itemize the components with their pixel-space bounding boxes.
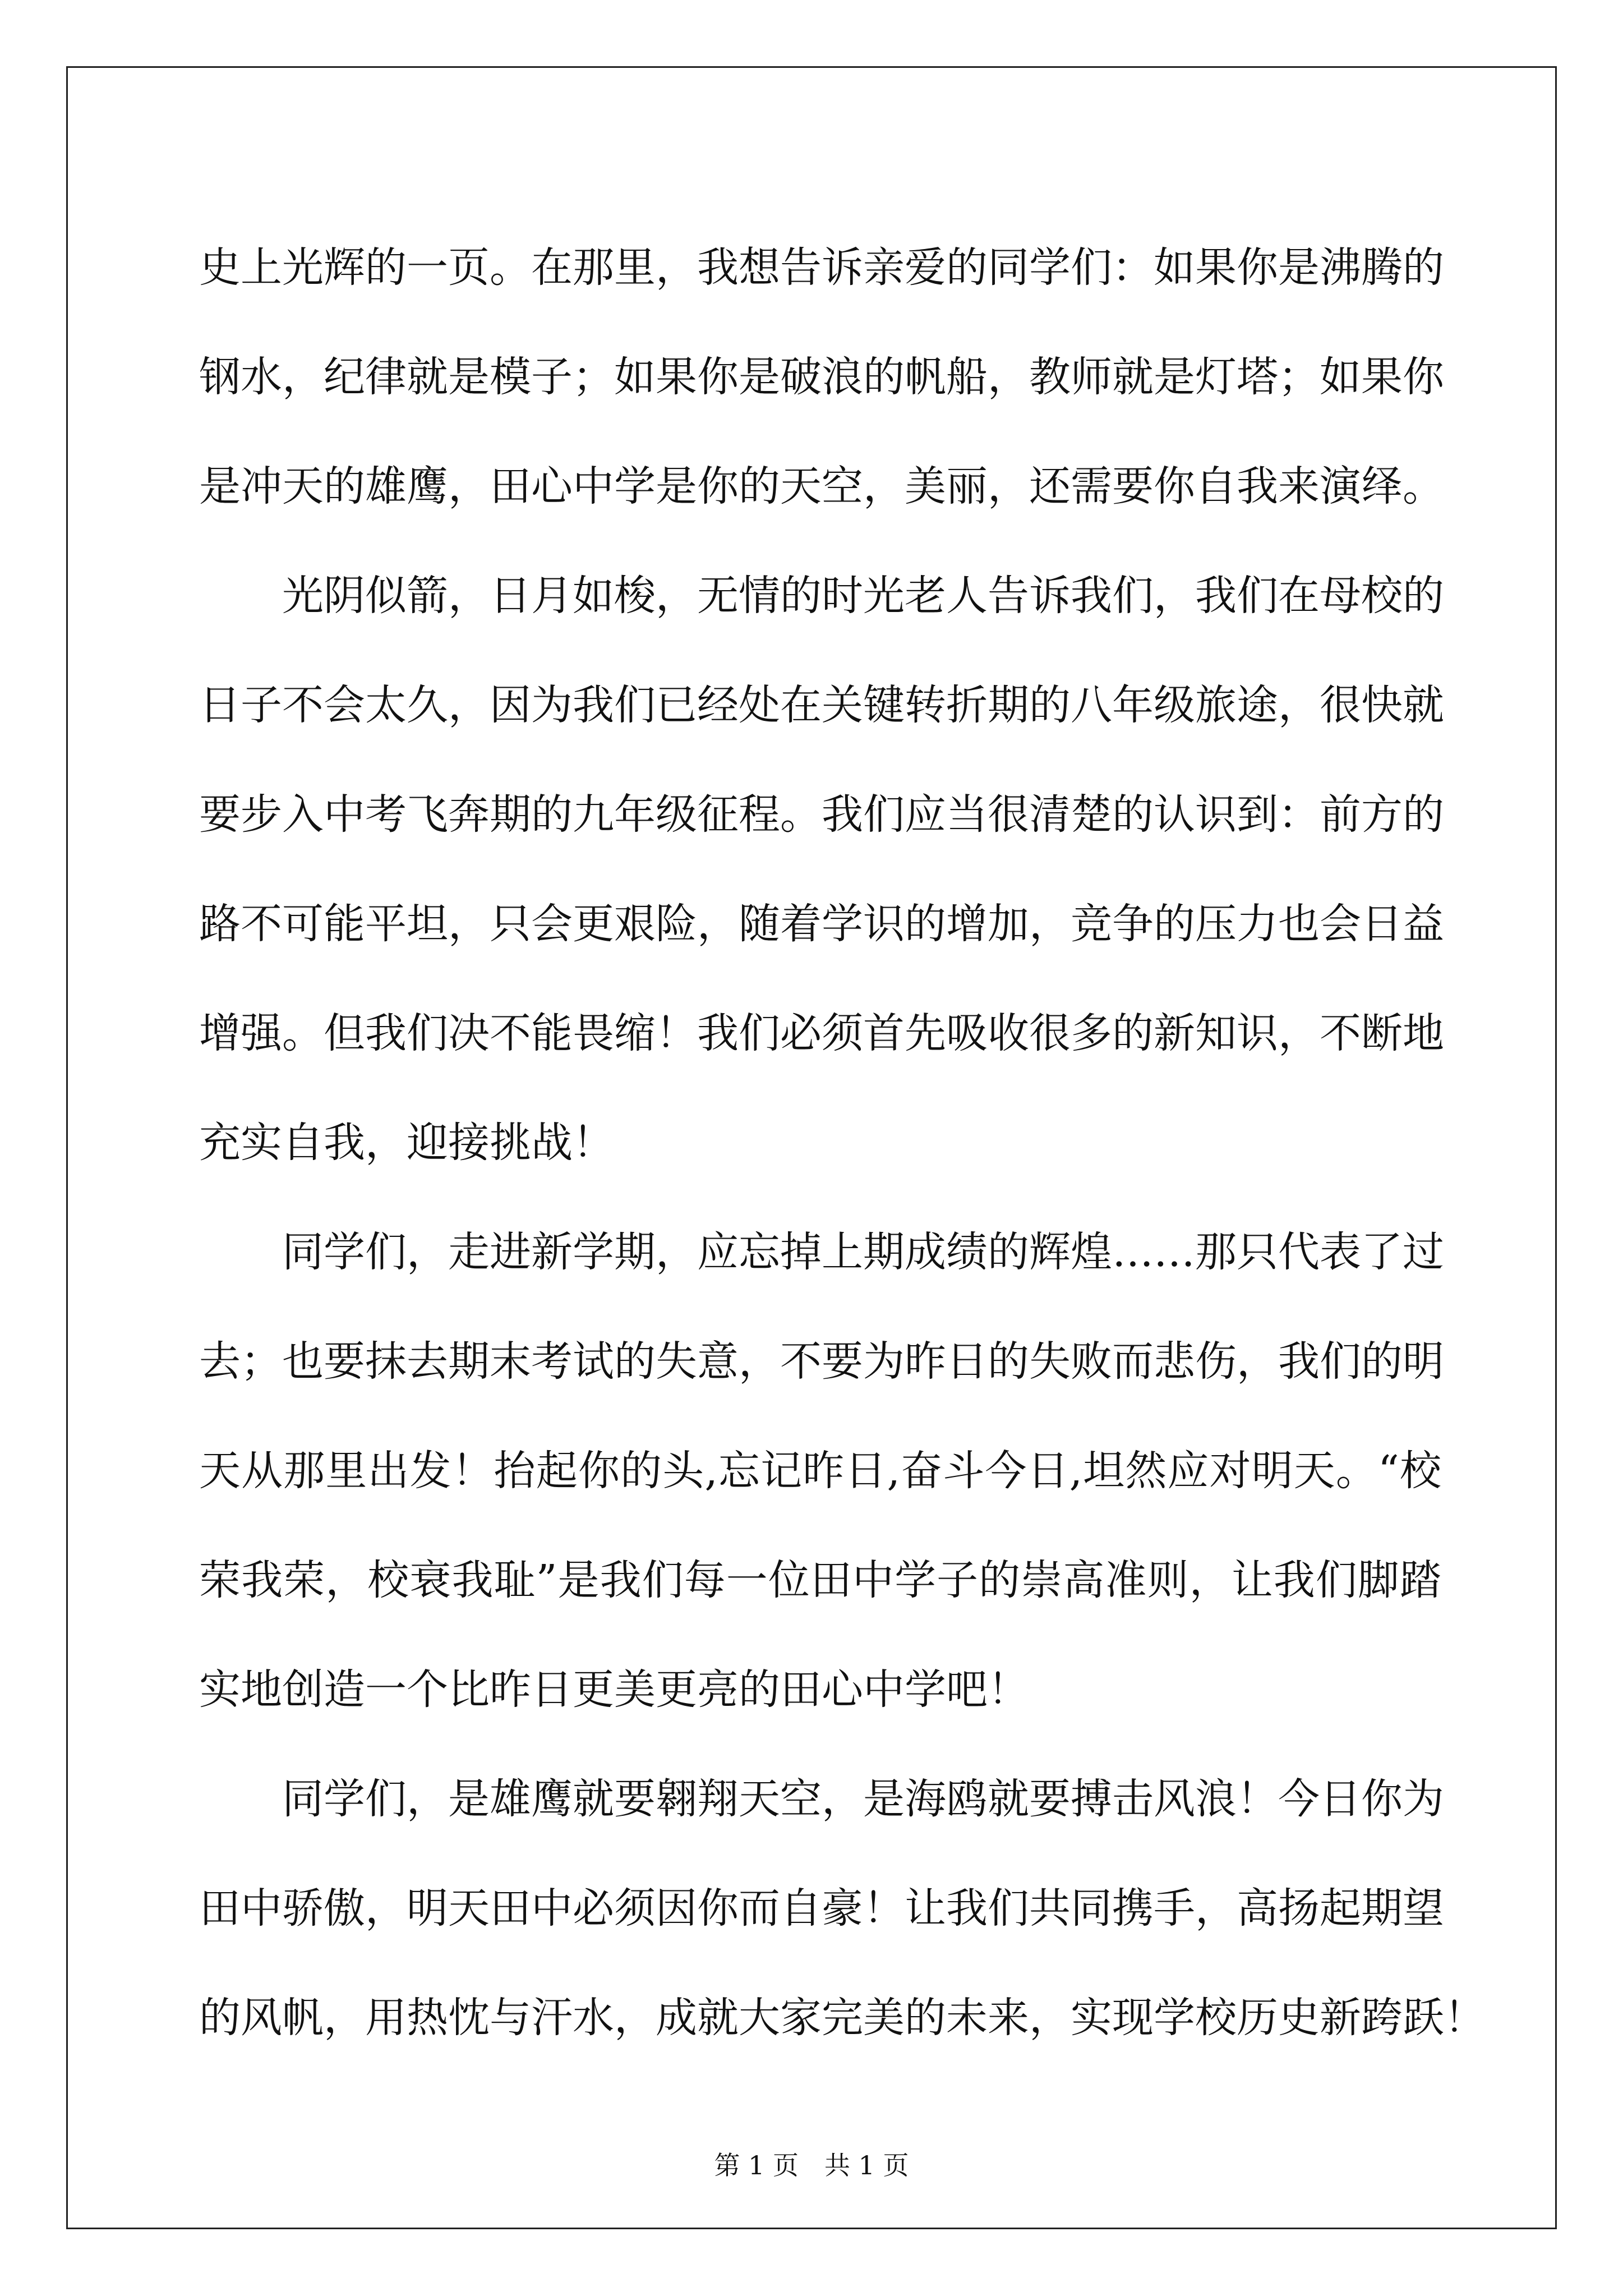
text-line: 增强。但我们决不能畏缩！我们必须首先吸收很多的新知识，不断地 [199,1009,1444,1057]
text-line: 天从那里出发！抬起你的头,忘记昨日,奋斗今日,坦然应对明天。“校 [199,1447,1441,1495]
text-line: 去；也要抹去期末考试的失意，不要为昨日的失败而悲伤，我们的明 [199,1337,1444,1386]
text-line: 光阴似箭，日月如梭，无情的时光老人告诉我们，我们在母校的 [282,572,1444,620]
text-line: 荣我荣，校衰我耻”是我们每一位田中学子的崇高准则，让我们脚踏 [199,1556,1441,1604]
text-line: 路不可能平坦，只会更艰险，随着学识的增加，竞争的压力也会日益 [199,900,1444,948]
text-line: 日子不会太久，因为我们已经处在关键转折期的八年级旅途，很快就 [199,681,1444,729]
text-line: 实地创造一个比昨日更美更亮的田心中学吧！ [199,1665,1029,1714]
page-footer: 第 1 页 共 1 页 [714,2150,909,2180]
text-line: 的风帆，用热忱与汗水，成就大家完美的未来，实现学校历史新跨跃！ [199,1994,1486,2042]
text-line: 钢水，纪律就是模子；如果你是破浪的帆船，教师就是灯塔；如果你 [199,353,1444,401]
text-line: 充实自我，迎接挑战！ [199,1119,614,1167]
text-line: 要步入中考飞奔期的九年级征程。我们应当很清楚的认识到：前方的 [199,790,1444,839]
text-line: 同学们，走进新学期，应忘掉上期成绩的辉煌……那只代表了过 [282,1228,1444,1276]
text-line: 是冲天的雄鹰，田心中学是你的天空，美丽，还需要你自我来演绎。 [199,462,1444,510]
text-line: 史上光辉的一页。在那里，我想告诉亲爱的同学们：如果你是沸腾的 [199,243,1444,292]
document-body [199,213,1486,2073]
text-line: 同学们，是雄鹰就要翱翔天空，是海鸥就要搏击风浪！今日你为 [282,1775,1444,1823]
text-line: 田中骄傲，明天田中必须因你而自豪！让我们共同携手，高扬起期望 [199,1884,1444,1932]
